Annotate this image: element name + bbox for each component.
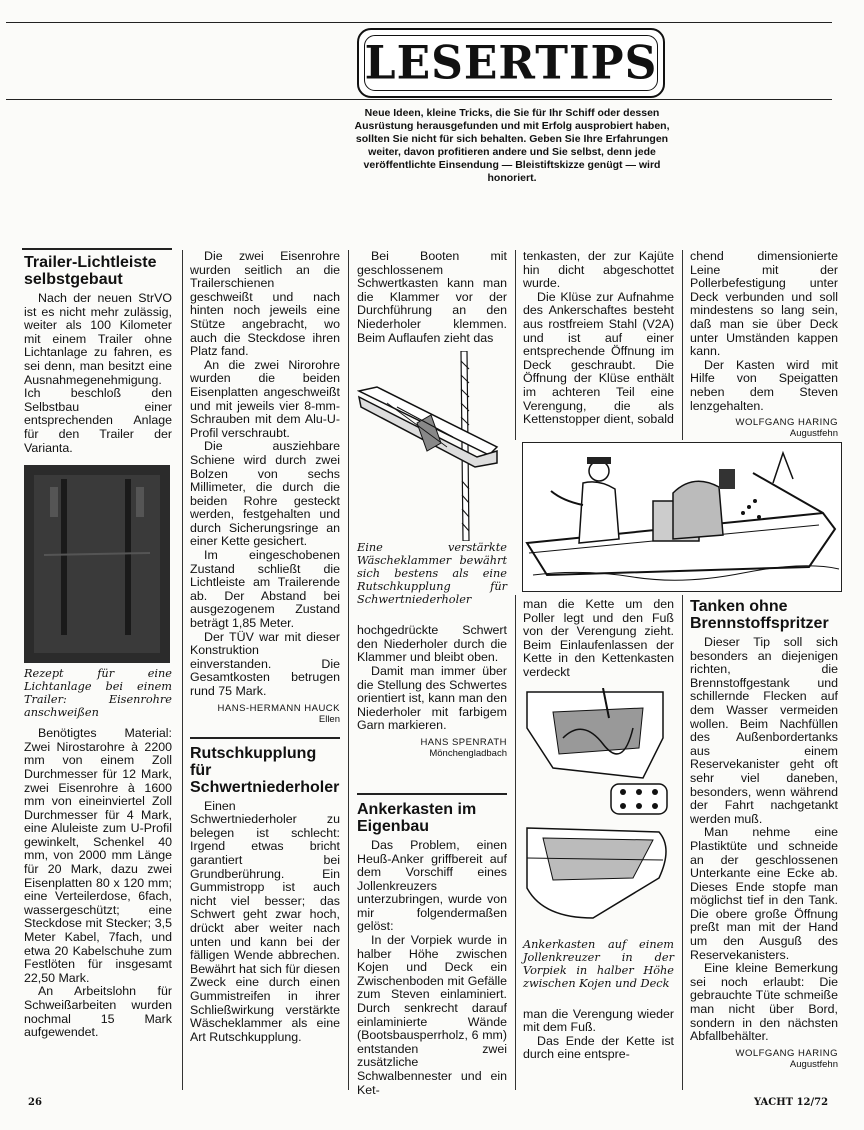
paragraph: Das Ende der Kette ist durch eine entspre- bbox=[523, 1033, 674, 1062]
header-top-rule bbox=[6, 22, 832, 23]
journal-issue: YACHT 12/72 bbox=[754, 1097, 829, 1108]
paragraph: chend dimensionierte Leine mit der Pollerbefestigung unter Deck verbunden und soll mindestens so lang sein, daß man sie über Deck unter Umständen kappen kann. bbox=[690, 249, 838, 359]
paragraph: hochgedrückte Schwert den Niederholer durch die Klammer und bleibt oben. bbox=[357, 623, 507, 665]
paragraph: Im eingeschobenen Zustand schließt die Lichtleiste am Trailerende ab. Der Abstand bei ausgezogenem Zustand beträgt 1,85 Meter. bbox=[190, 548, 340, 631]
logo-text: LESERTIPS bbox=[364, 36, 658, 90]
intro-text: Neue Ideen, kleine Tricks, die Sie für Ihr Schiff oder dessen Ausrüstung herausgefunden und mit Erfolg ausprobiert haben, sollten Sie nicht für sich behalten. Geben Sie Ihre Erfahrungen weiter, davon profitieren andere und Sie selbst, denn jede veröffentlichte Einsendung — Bleistiftskizze genügt — wird honoriert. bbox=[354, 107, 670, 184]
paragraph: man die Kette um den Poller legt und den Fuß von der Verengung zieht. Beim Einlaufenlassen der Kette in den Kettenkasten verdeckt bbox=[523, 597, 674, 679]
paragraph: Bei Booten mit geschlossenem Schwertkasten kann man die Klammer vor der Durchführung an den Niederholer klemmen. Beim Auflaufen zieht das bbox=[357, 249, 507, 345]
column-divider bbox=[348, 250, 349, 1090]
paragraph: Damit man immer über die Stellung des Schwertes orientiert ist, kann man den Niederholer mit farbigem Garn markieren. bbox=[357, 663, 507, 733]
column-divider bbox=[182, 250, 183, 1090]
image-caption: Rezept für eine Lichtanlage bei einem Trailer: Eisenrohre anschweißen bbox=[24, 667, 172, 720]
author-signature bbox=[190, 703, 340, 725]
page-number: 26 bbox=[28, 1097, 42, 1108]
lesertips-logo bbox=[357, 28, 665, 98]
paragraph: Benötigtes Material: Zwei Nirostarohre à 2200 mm von einem Zoll Durchmesser für 12 Mark, zwei Eisenrohre à 1600 mm von eineinviertel Zoll Durchmesser für 4 Mark, eine Aluleiste zum U-Profil gewinkelt, Schenkel 40 mm, von 2000 mm Länge für 20 Mark, dazu zwei Eisenplatten 80 x 120 mm; eine Verteilerdose, 6fach, wassergeschützt; eine Steckdose mit Stecker; 3,5 Meter Kabel, 7fach, und etwa 20 Kabelschuhe zum Festlöten für insgesamt 22,50 Mark. bbox=[24, 726, 172, 985]
author-place: Augustfehn bbox=[789, 428, 838, 440]
paragraph: Die Klüse zur Aufnahme des Ankerschaftes besteht aus rostfreiem Stahl (V2A) und ist auf einer entsprechende Öffnung im Deck geschraubt. Die Öffnung der Klüse enthält im achteren Teil eine Verengung, die als Kettenstopper dient, sobald bbox=[523, 289, 674, 427]
author-name: WOLFGANG HARING bbox=[735, 417, 838, 429]
paragraph: Nach der neuen StrVO ist es nicht mehr zulässig, weiter als 100 Kilometer mit einem Trailer ohne Lichtanlage zu fahren, es sei denn, man besitzt eine Ausnahmegenehmigung. Ich beschloß den Selbstbau einer entsprechenden Anlage für den Trailer der Varianta. bbox=[24, 291, 172, 455]
paragraph: Einen Schwertniederholer zu belegen ist schlecht: Irgend etwas bricht garantiert bei Grundberührung. Ein Gummistropp ist auch nicht viel besser; das Schwert geht zwar hoch, drückt aber weiter nach unten und kann bei der fälligen Wende abbrechen. Bewährt hat sich für diesen Zweck eine durch einen Gummistreifen in ihrer Schließwirkung verstärkte Wäscheklammer als eine Art Rutschkupplung. bbox=[190, 798, 340, 1044]
author-place: Mönchengladbach bbox=[429, 747, 507, 759]
column-3 bbox=[357, 250, 507, 1097]
clothespin-illustration bbox=[357, 351, 507, 541]
section-rule bbox=[357, 793, 507, 795]
paragraph: In der Vorpiek wurde in halber Höhe zwischen Kojen und Deck ein Zwischenboden mit Gefälle zum Steven einlaminiert. Durch senkrecht darauf einlaminierte Wände (Bootsbausperrholz, 6 mm) entstanden zwei zusätzliche Schwalbennester und ein Ket- bbox=[357, 933, 507, 1097]
paragraph: man die Verengung wieder mit dem Fuß. bbox=[523, 1006, 674, 1035]
author-name: WOLFGANG HARING bbox=[735, 1047, 838, 1059]
paragraph: Die zwei Eisenrohre wurden seitlich an die Trailerschienen geschweißt und nach hinten noch jeweils eine Stütze angebracht, wo auch die Steckdose ihren Platz fand. bbox=[190, 249, 340, 359]
image-caption: Eine verstärkte Wäscheklammer bewährt sich bestens als eine Rutschkupplung für Schwertniederholer bbox=[357, 541, 507, 607]
paragraph: An Arbeitslohn für Schweißarbeiten wurden nochmal 15 Mark aufgewendet. bbox=[24, 984, 172, 1040]
image-caption: Ankerkasten auf einem Jollenkreuzer in der Vorpiek in halber Höhe zwischen Kojen und Deck bbox=[523, 937, 674, 990]
header-bottom-rule bbox=[6, 99, 832, 100]
section-rule bbox=[22, 248, 172, 250]
article-title: Rutschkupplung für Schwertniederholer bbox=[190, 744, 340, 796]
column-4 bbox=[523, 250, 674, 427]
column-divider bbox=[515, 250, 516, 440]
author-signature bbox=[690, 1048, 838, 1070]
author-place: Ellen bbox=[318, 713, 340, 725]
paragraph: Eine kleine Bemerkung sei noch erlaubt: Die gebrauchte Tüte schmeiße man nicht über Bord, sondern in den nächsten Abfallbehälter. bbox=[690, 961, 838, 1044]
column-divider bbox=[682, 595, 683, 1090]
paragraph: Die ausziehbare Schiene wird durch zwei Bolzen von sechs Millimeter, die durch die beiden Rohre gesteckt werden, festgehalten und durch Sicherungsringe an einer Kette gesichert. bbox=[190, 439, 340, 549]
article-title: Tanken ohne Brennstoffspritzer bbox=[690, 598, 829, 632]
column-2 bbox=[190, 250, 340, 1044]
section-rule bbox=[190, 737, 340, 739]
article-title: Trailer-Lichtleiste selbstgebaut bbox=[24, 254, 157, 288]
column-5-continued bbox=[690, 598, 838, 1070]
paragraph: Man nehme eine Plastiktüte und schneide an der geschlossenen Unterkante eine Ecke ab. Dieses Ende stopfe man möglichst tief in den Tank. Die obere große Öffnung preßt man mit der Hand um den Ausguß des Reservekanisters. bbox=[690, 825, 838, 962]
column-4-continued bbox=[523, 598, 674, 1062]
article-title: Ankerkasten im Eigenbau bbox=[357, 800, 477, 835]
author-name: HANS-HERMANN HAUCK bbox=[217, 702, 340, 714]
author-name: HANS SPENRATH bbox=[420, 736, 507, 748]
paragraph: Der TÜV war mit dieser Konstruktion einverstanden. Die Gesamtkosten betrugen rund 75 Mark. bbox=[190, 629, 340, 698]
paragraph: Dieser Tip soll sich besonders an diejenigen richten, die Brennstoffgestank und schillernde Flecken auf dem Wasser vermeiden wollen. Beim Nachfüllen des Außenbordertanks aus einem Reservekanister geht oft sehr viel daneben, besonders, wenn während der Fahrt nachgetankt werden muß. bbox=[690, 635, 838, 826]
paragraph: Das Problem, einen Heuß-Anker griffbereit auf dem Vorschiff eines Jollenkreuzers unterzubringen, wurde von mir folgendermaßen gelöst: bbox=[357, 837, 507, 934]
column-1 bbox=[24, 254, 172, 1040]
paragraph: An die zwei Nirorohre wurden die beiden Eisenplatten angeschweißt und mit jeweils vier 8-mm-Schrauben mit dem Alu-U-Profil verschraubt. bbox=[190, 357, 340, 440]
anchor-box-illustration bbox=[523, 688, 674, 938]
column-5 bbox=[690, 250, 838, 439]
author-signature bbox=[690, 417, 838, 439]
column-divider bbox=[515, 595, 516, 1090]
paragraph: tenkasten, der zur Kajüte hin dicht abgeschottet wurde. bbox=[523, 249, 674, 291]
author-signature bbox=[357, 737, 507, 759]
paragraph: Der Kasten wird mit Hilfe von Speigatten neben dem Steven lenzgehalten. bbox=[690, 357, 838, 413]
column-divider bbox=[682, 250, 683, 440]
author-place: Augustfehn bbox=[789, 1058, 838, 1070]
boat-cartoon bbox=[522, 442, 842, 592]
trailer-photo bbox=[24, 465, 170, 663]
